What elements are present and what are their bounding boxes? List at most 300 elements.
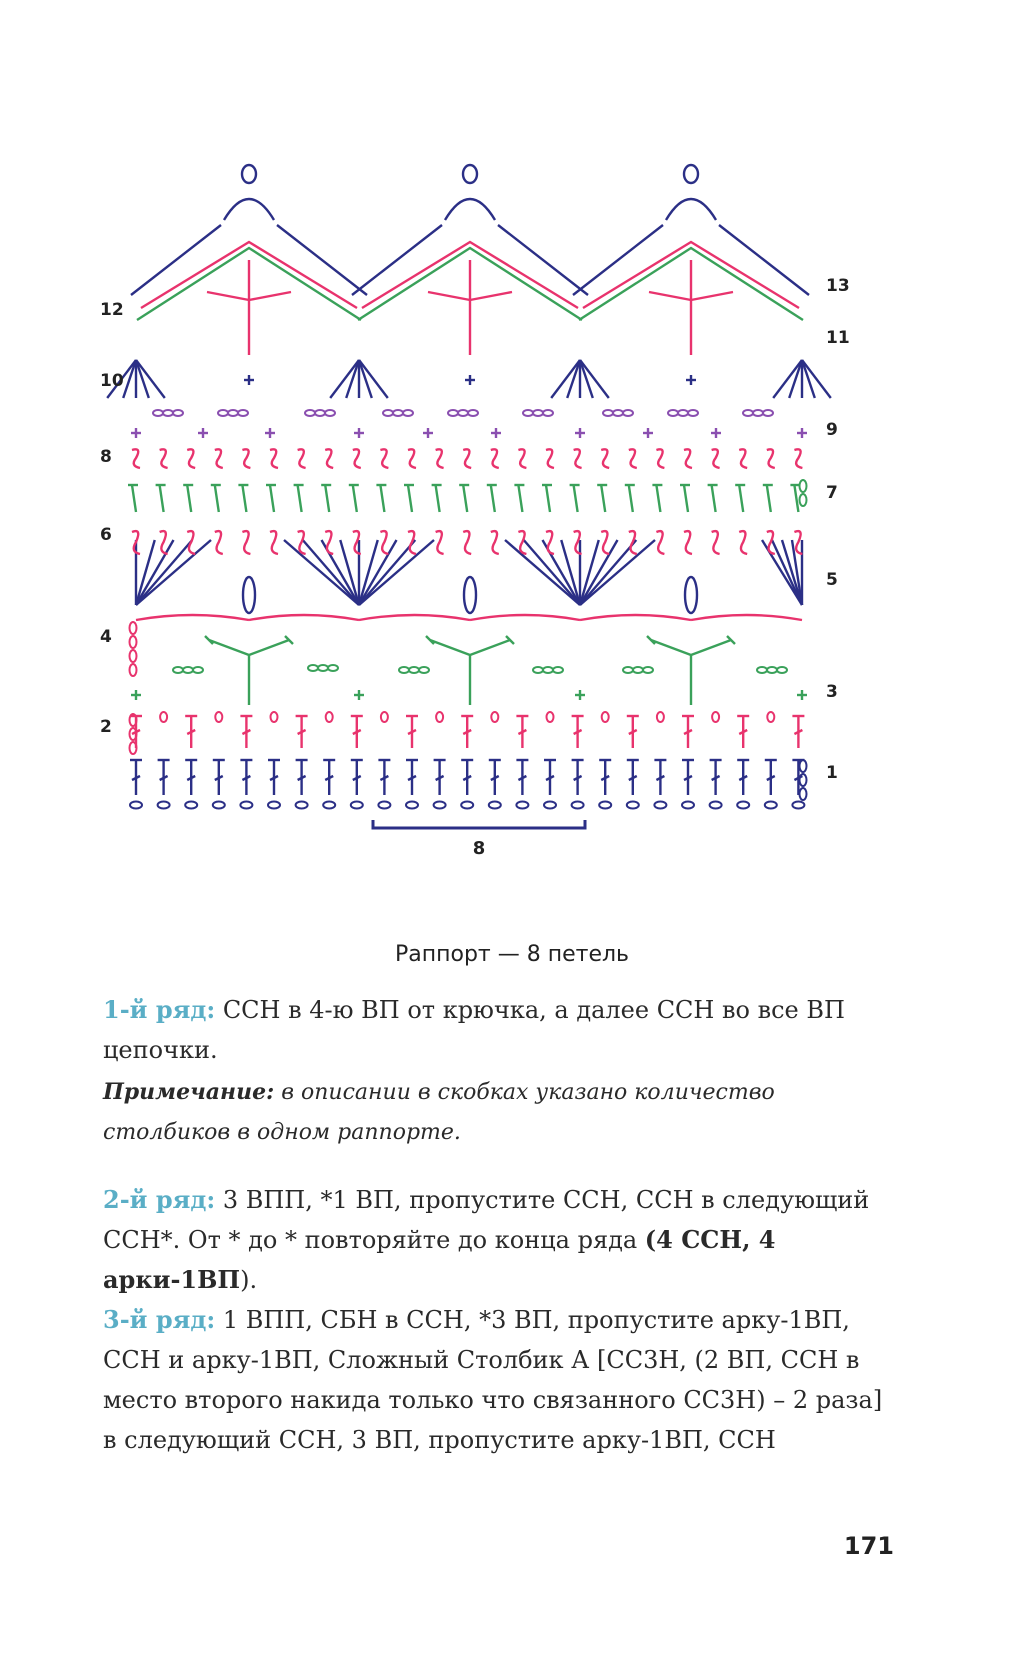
fan-symbol xyxy=(505,540,655,605)
post-stitch-symbol xyxy=(684,531,692,554)
stitch-stem xyxy=(773,360,802,398)
double-crochet-symbol xyxy=(323,760,335,795)
double-crochet-symbol xyxy=(211,485,221,512)
single-crochet-symbol xyxy=(354,690,364,700)
single-crochet-symbol xyxy=(131,428,141,438)
stitch-stem xyxy=(712,485,716,512)
post-stitch-symbol xyxy=(408,531,416,554)
double-crochet-symbol xyxy=(432,485,442,512)
stitch-stem xyxy=(359,360,372,398)
single-crochet-symbol xyxy=(797,428,807,438)
single-crochet-symbol xyxy=(575,428,585,438)
row-2-count: (4 ССН, 4 арки-1ВП xyxy=(103,1225,776,1294)
row-2-label: 2-й ряд: xyxy=(103,1185,216,1214)
post-stitch-symbol xyxy=(491,449,499,468)
single-crochet-symbol xyxy=(686,375,696,385)
post-stitch-symbol xyxy=(546,531,554,554)
stitch-arc xyxy=(136,615,249,620)
chain-stitch xyxy=(572,802,584,809)
chain-stitch xyxy=(602,712,609,722)
stitch-stem xyxy=(463,485,467,512)
double-crochet-symbol xyxy=(516,716,528,748)
chain-stitch xyxy=(381,712,388,722)
stitch-stem xyxy=(298,485,302,512)
chain-stitch xyxy=(743,410,753,416)
double-crochet-symbol xyxy=(597,485,607,512)
chain-stitch xyxy=(627,802,639,809)
row-label-right: 11 xyxy=(826,328,850,348)
repeat-bracket xyxy=(373,820,585,859)
stitch-stem xyxy=(546,485,550,512)
row-label-left: 8 xyxy=(100,447,112,467)
double-crochet-symbol xyxy=(406,760,418,795)
post-stitch-symbol xyxy=(794,449,802,468)
post-stitch-symbol xyxy=(215,449,223,468)
chain-stitch xyxy=(657,712,664,722)
double-crochet-symbol xyxy=(572,760,584,795)
double-crochet-symbol xyxy=(572,716,584,748)
chain-stitch xyxy=(613,410,623,416)
chain-stitch xyxy=(710,802,722,809)
chain-stitch xyxy=(153,410,163,416)
row-1-label: 1-й ряд: xyxy=(103,995,216,1024)
stitch-group xyxy=(426,636,514,705)
chain-stitch xyxy=(163,410,173,416)
double-crochet-symbol xyxy=(487,485,497,512)
chain-stitch xyxy=(228,410,238,416)
double-crochet-symbol xyxy=(763,485,773,512)
row-label-right: 9 xyxy=(826,420,838,440)
post-stitch-symbol xyxy=(270,531,278,554)
post-stitch-symbol xyxy=(436,531,444,554)
chain-stitch xyxy=(543,410,553,416)
post-stitch-symbol xyxy=(242,531,250,554)
stitch-stem xyxy=(767,485,771,512)
post-stitch-symbol xyxy=(325,449,333,468)
double-crochet-symbol xyxy=(406,716,418,748)
single-crochet-symbol xyxy=(465,375,475,385)
row-3-label: 3-й ряд: xyxy=(103,1305,216,1334)
chain-stitch xyxy=(193,667,203,673)
chain-stitch xyxy=(218,410,228,416)
post-stitch-symbol xyxy=(546,449,554,468)
chain-stitch xyxy=(767,712,774,722)
post-stitch-symbol xyxy=(353,449,361,468)
chain-stitch xyxy=(328,665,338,671)
double-crochet-symbol xyxy=(489,760,501,795)
post-stitch-symbol xyxy=(242,449,250,468)
chain-stitch xyxy=(351,802,363,809)
double-crochet-symbol xyxy=(294,485,304,512)
stitch-stem xyxy=(430,640,470,655)
double-crochet-symbol xyxy=(434,760,446,795)
chain-stitch xyxy=(160,712,167,722)
stitch-stem xyxy=(470,292,512,300)
chain-stitch xyxy=(533,410,543,416)
stitch-stem xyxy=(136,360,165,398)
chain-stitch xyxy=(173,667,183,673)
chain-stitch xyxy=(173,410,183,416)
stitch-stem xyxy=(794,485,798,512)
chain-stitch xyxy=(296,802,308,809)
double-crochet-symbol xyxy=(682,760,694,795)
double-crochet-symbol xyxy=(654,760,666,795)
double-crochet-symbol xyxy=(351,716,363,748)
stitch-arc xyxy=(445,199,495,220)
row-2-tail: ). xyxy=(240,1266,258,1294)
stitch-stem xyxy=(470,640,510,655)
row-1-paragraph xyxy=(103,990,903,1070)
stitch-stem xyxy=(359,540,434,605)
stitch-stem xyxy=(346,360,359,398)
stitch-stem xyxy=(684,485,688,512)
chain-stitch xyxy=(403,410,413,416)
chain-stitch xyxy=(378,802,390,809)
stitch-stem xyxy=(353,485,357,512)
chain-stitch xyxy=(325,410,335,416)
single-crochet-symbol xyxy=(131,690,141,700)
post-stitch-symbol xyxy=(463,449,471,468)
fan-symbol xyxy=(551,360,609,398)
chain-stitch xyxy=(654,802,666,809)
double-crochet-symbol xyxy=(296,760,308,795)
stitch-arc xyxy=(359,615,470,620)
post-stitch-symbol xyxy=(187,531,195,554)
single-crochet-symbol xyxy=(797,690,807,700)
stitch-stem xyxy=(739,485,743,512)
row-2-text: 3 ВПП, *1 ВП, пропустите ССН, ССН в следующий ССН*. От * до * повторяйте до конца ряда xyxy=(103,1186,870,1254)
chain-stitch xyxy=(185,802,197,809)
row-label-left: 2 xyxy=(100,717,112,737)
double-crochet-symbol xyxy=(627,760,639,795)
chain-stitch xyxy=(543,667,553,673)
fan-symbol xyxy=(773,360,831,398)
chain-stitch xyxy=(599,802,611,809)
stitch-group xyxy=(137,242,361,355)
stitch-arc xyxy=(666,199,716,220)
chain-stitch xyxy=(533,667,543,673)
chain-stitch xyxy=(547,712,554,722)
stitch-stem xyxy=(789,360,802,398)
post-stitch-symbol xyxy=(160,449,168,468)
post-stitch-symbol xyxy=(629,449,637,468)
stitch-stem xyxy=(691,640,731,655)
repeat-count-label: 8 xyxy=(472,838,486,859)
stitch-stem xyxy=(215,485,219,512)
double-crochet-symbol xyxy=(627,716,639,748)
stitch-arc xyxy=(224,199,274,220)
chain-stitch xyxy=(668,410,678,416)
note-label: Примечание: xyxy=(103,1079,275,1105)
stitch-stem xyxy=(505,540,580,605)
post-stitch-symbol xyxy=(739,449,747,468)
note-text: в описании в скобках указано количество столбиков в одном раппорте. xyxy=(103,1080,775,1145)
double-crochet-symbol xyxy=(542,485,552,512)
post-stitch-symbol xyxy=(712,531,720,554)
stitch-group xyxy=(647,636,735,705)
double-crochet-symbol xyxy=(765,760,777,795)
chain-stitch xyxy=(623,667,633,673)
single-crochet-symbol xyxy=(265,428,275,438)
stitch-stem xyxy=(187,485,191,512)
double-crochet-symbol xyxy=(183,485,193,512)
double-crochet-symbol xyxy=(625,485,635,512)
chain-stitch xyxy=(183,667,193,673)
chain-stitch xyxy=(399,667,409,673)
fan-symbol xyxy=(136,540,211,605)
chain-stitch xyxy=(243,577,255,613)
post-stitch-symbol xyxy=(408,449,416,468)
chain-stitch xyxy=(792,802,804,809)
chart-symbols xyxy=(107,165,831,809)
stitch-stem xyxy=(567,360,580,398)
stitch-stem xyxy=(132,485,136,512)
double-crochet-symbol xyxy=(680,485,690,512)
double-crochet-symbol xyxy=(158,760,170,795)
chain-stitch xyxy=(130,802,142,809)
chain-stitch xyxy=(523,410,533,416)
double-crochet-symbol xyxy=(128,485,138,512)
post-stitch-symbol xyxy=(325,531,333,554)
stitch-stem xyxy=(802,360,831,398)
chain-stitch xyxy=(240,802,252,809)
chain-stitch xyxy=(685,577,697,613)
single-crochet-symbol xyxy=(575,690,585,700)
row-label-right: 1 xyxy=(826,763,838,783)
stitch-stem xyxy=(249,640,289,655)
double-crochet-symbol xyxy=(130,760,142,795)
crochet-chart xyxy=(88,150,918,910)
stitch-stem xyxy=(207,292,249,300)
picot-symbol xyxy=(242,165,256,183)
single-crochet-symbol xyxy=(423,428,433,438)
stitch-stem xyxy=(551,360,580,398)
double-crochet-symbol xyxy=(321,485,331,512)
picot-symbol xyxy=(684,165,698,183)
post-stitch-symbol xyxy=(187,449,195,468)
chain-stitch xyxy=(763,410,773,416)
chain-stitch xyxy=(315,410,325,416)
stitch-stem xyxy=(802,360,815,398)
double-crochet-symbol xyxy=(296,716,308,748)
chain-stitch xyxy=(318,665,328,671)
row-label-right: 3 xyxy=(826,682,838,702)
chain-stitch xyxy=(130,636,137,648)
chain-stitch xyxy=(544,802,556,809)
stitch-stem xyxy=(428,292,470,300)
stitch-stem xyxy=(136,360,149,398)
stitch-stem xyxy=(580,360,593,398)
chain-stitch xyxy=(678,410,688,416)
chain-stitch xyxy=(130,650,137,662)
figure-caption: Раппорт — 8 петель xyxy=(394,942,630,967)
double-crochet-symbol xyxy=(268,760,280,795)
fan-symbol xyxy=(284,540,434,605)
post-stitch-symbol xyxy=(767,449,775,468)
chain-stitch xyxy=(409,667,419,673)
double-crochet-symbol xyxy=(710,760,722,795)
double-crochet-symbol xyxy=(378,760,390,795)
chain-stitch xyxy=(461,802,473,809)
stitch-stem xyxy=(629,485,633,512)
double-crochet-symbol xyxy=(404,485,414,512)
stitch-stem xyxy=(284,540,359,605)
chain-stitch xyxy=(737,802,749,809)
chain-stitch xyxy=(682,802,694,809)
chain-stitch xyxy=(767,667,777,673)
double-crochet-symbol xyxy=(737,716,749,748)
double-crochet-symbol xyxy=(599,760,611,795)
post-stitch-symbol xyxy=(463,531,471,554)
double-crochet-symbol xyxy=(652,485,662,512)
post-stitch-symbol xyxy=(684,449,692,468)
stitch-group xyxy=(205,636,293,705)
chain-stitch xyxy=(464,577,476,613)
stitch-arc xyxy=(580,615,691,620)
double-crochet-symbol xyxy=(544,760,556,795)
stitch-stem xyxy=(574,485,578,512)
stitch-stem xyxy=(782,540,802,605)
chain-stitch xyxy=(688,410,698,416)
double-crochet-symbol xyxy=(459,485,469,512)
stitch-stem xyxy=(270,485,274,512)
double-crochet-symbol xyxy=(735,485,745,512)
double-crochet-symbol xyxy=(792,716,804,748)
chart-row-labels xyxy=(100,276,850,783)
post-stitch-symbol xyxy=(491,531,499,554)
page-number: 171 xyxy=(843,1532,894,1560)
double-crochet-symbol xyxy=(376,485,386,512)
stitch-stem xyxy=(580,360,609,398)
chain-stitch xyxy=(215,712,222,722)
double-crochet-symbol xyxy=(351,760,363,795)
chain-stitch xyxy=(800,494,807,506)
stitch-stem xyxy=(580,540,618,605)
stitch-arc xyxy=(249,615,359,620)
double-crochet-symbol xyxy=(461,716,473,748)
double-crochet-symbol xyxy=(516,760,528,795)
post-stitch-symbol xyxy=(380,449,388,468)
stitch-stem xyxy=(408,485,412,512)
chain-stitch xyxy=(800,774,807,786)
post-stitch-symbol xyxy=(601,531,609,554)
chain-stitch xyxy=(643,667,653,673)
stitch-stem xyxy=(249,292,291,300)
chain-stitch xyxy=(603,410,613,416)
double-crochet-symbol xyxy=(737,760,749,795)
chain-stitch xyxy=(489,802,501,809)
chain-stitch xyxy=(238,410,248,416)
chain-stitch xyxy=(130,664,137,676)
stitch-stem xyxy=(123,360,136,398)
double-crochet-symbol xyxy=(266,485,276,512)
chain-stitch xyxy=(419,667,429,673)
chain-stitch xyxy=(800,760,807,772)
chain-stitch xyxy=(623,410,633,416)
stitch-stem xyxy=(209,640,249,655)
row-label-right: 13 xyxy=(826,276,850,296)
stitch-stem xyxy=(136,540,211,605)
stitch-stem xyxy=(359,360,388,398)
chain-stitch xyxy=(468,410,478,416)
note-paragraph xyxy=(103,1072,903,1153)
picot-symbol xyxy=(463,165,477,183)
post-stitch-symbol xyxy=(601,449,609,468)
row-label-right: 7 xyxy=(826,483,838,503)
chain-stitch xyxy=(130,622,137,634)
single-crochet-symbol xyxy=(244,375,254,385)
row-label-left: 10 xyxy=(100,371,124,391)
chain-stitch xyxy=(268,802,280,809)
chain-stitch xyxy=(305,410,315,416)
single-crochet-symbol xyxy=(198,428,208,438)
chain-stitch xyxy=(712,712,719,722)
stitch-stem xyxy=(136,540,174,605)
stitch-stem xyxy=(242,485,246,512)
stitch-group xyxy=(358,242,582,355)
stitch-stem xyxy=(359,540,397,605)
double-crochet-symbol xyxy=(240,760,252,795)
row-label-left: 6 xyxy=(100,525,112,545)
chain-stitch xyxy=(271,712,278,722)
row-2-paragraph xyxy=(103,1180,903,1300)
chain-stitch xyxy=(553,667,563,673)
chain-stitch xyxy=(158,802,170,809)
row-label-left: 4 xyxy=(100,627,112,647)
double-crochet-symbol xyxy=(461,760,473,795)
stitch-arc xyxy=(470,615,580,620)
double-crochet-symbol xyxy=(349,485,359,512)
stitch-stem xyxy=(380,485,384,512)
post-stitch-symbol xyxy=(739,531,747,554)
chain-stitch xyxy=(757,667,767,673)
post-stitch-symbol xyxy=(270,449,278,468)
double-crochet-symbol xyxy=(185,760,197,795)
double-crochet-symbol xyxy=(682,716,694,748)
row-1-text: ССН в 4-ю ВП от крючка, а далее ССН во все ВП цепочки. xyxy=(103,996,845,1064)
single-crochet-symbol xyxy=(711,428,721,438)
stitch-stem xyxy=(580,540,655,605)
stitch-stem xyxy=(436,485,440,512)
double-crochet-symbol xyxy=(213,760,225,795)
row-label-left: 12 xyxy=(100,300,124,320)
chain-stitch xyxy=(434,802,446,809)
stitch-group xyxy=(579,242,803,355)
double-crochet-symbol xyxy=(185,716,197,748)
chain-stitch xyxy=(516,802,528,809)
post-stitch-symbol xyxy=(656,449,664,468)
chain-stitch xyxy=(308,665,318,671)
post-stitch-symbol xyxy=(215,531,223,554)
double-crochet-symbol xyxy=(792,760,804,795)
post-stitch-symbol xyxy=(436,449,444,468)
post-stitch-symbol xyxy=(656,531,664,554)
stitch-stem xyxy=(649,292,691,300)
stitch-stem xyxy=(330,360,359,398)
post-stitch-symbol xyxy=(132,449,140,468)
post-stitch-symbol xyxy=(712,449,720,468)
double-crochet-symbol xyxy=(156,485,166,512)
chain-stitch xyxy=(213,802,225,809)
post-stitch-symbol xyxy=(518,449,526,468)
chain-stitch xyxy=(753,410,763,416)
row-label-right: 5 xyxy=(826,570,838,590)
stitch-arc xyxy=(691,615,802,620)
stitch-stem xyxy=(601,485,605,512)
chain-stitch xyxy=(491,712,498,722)
chain-stitch xyxy=(326,712,333,722)
row-3-paragraph xyxy=(103,1300,903,1460)
